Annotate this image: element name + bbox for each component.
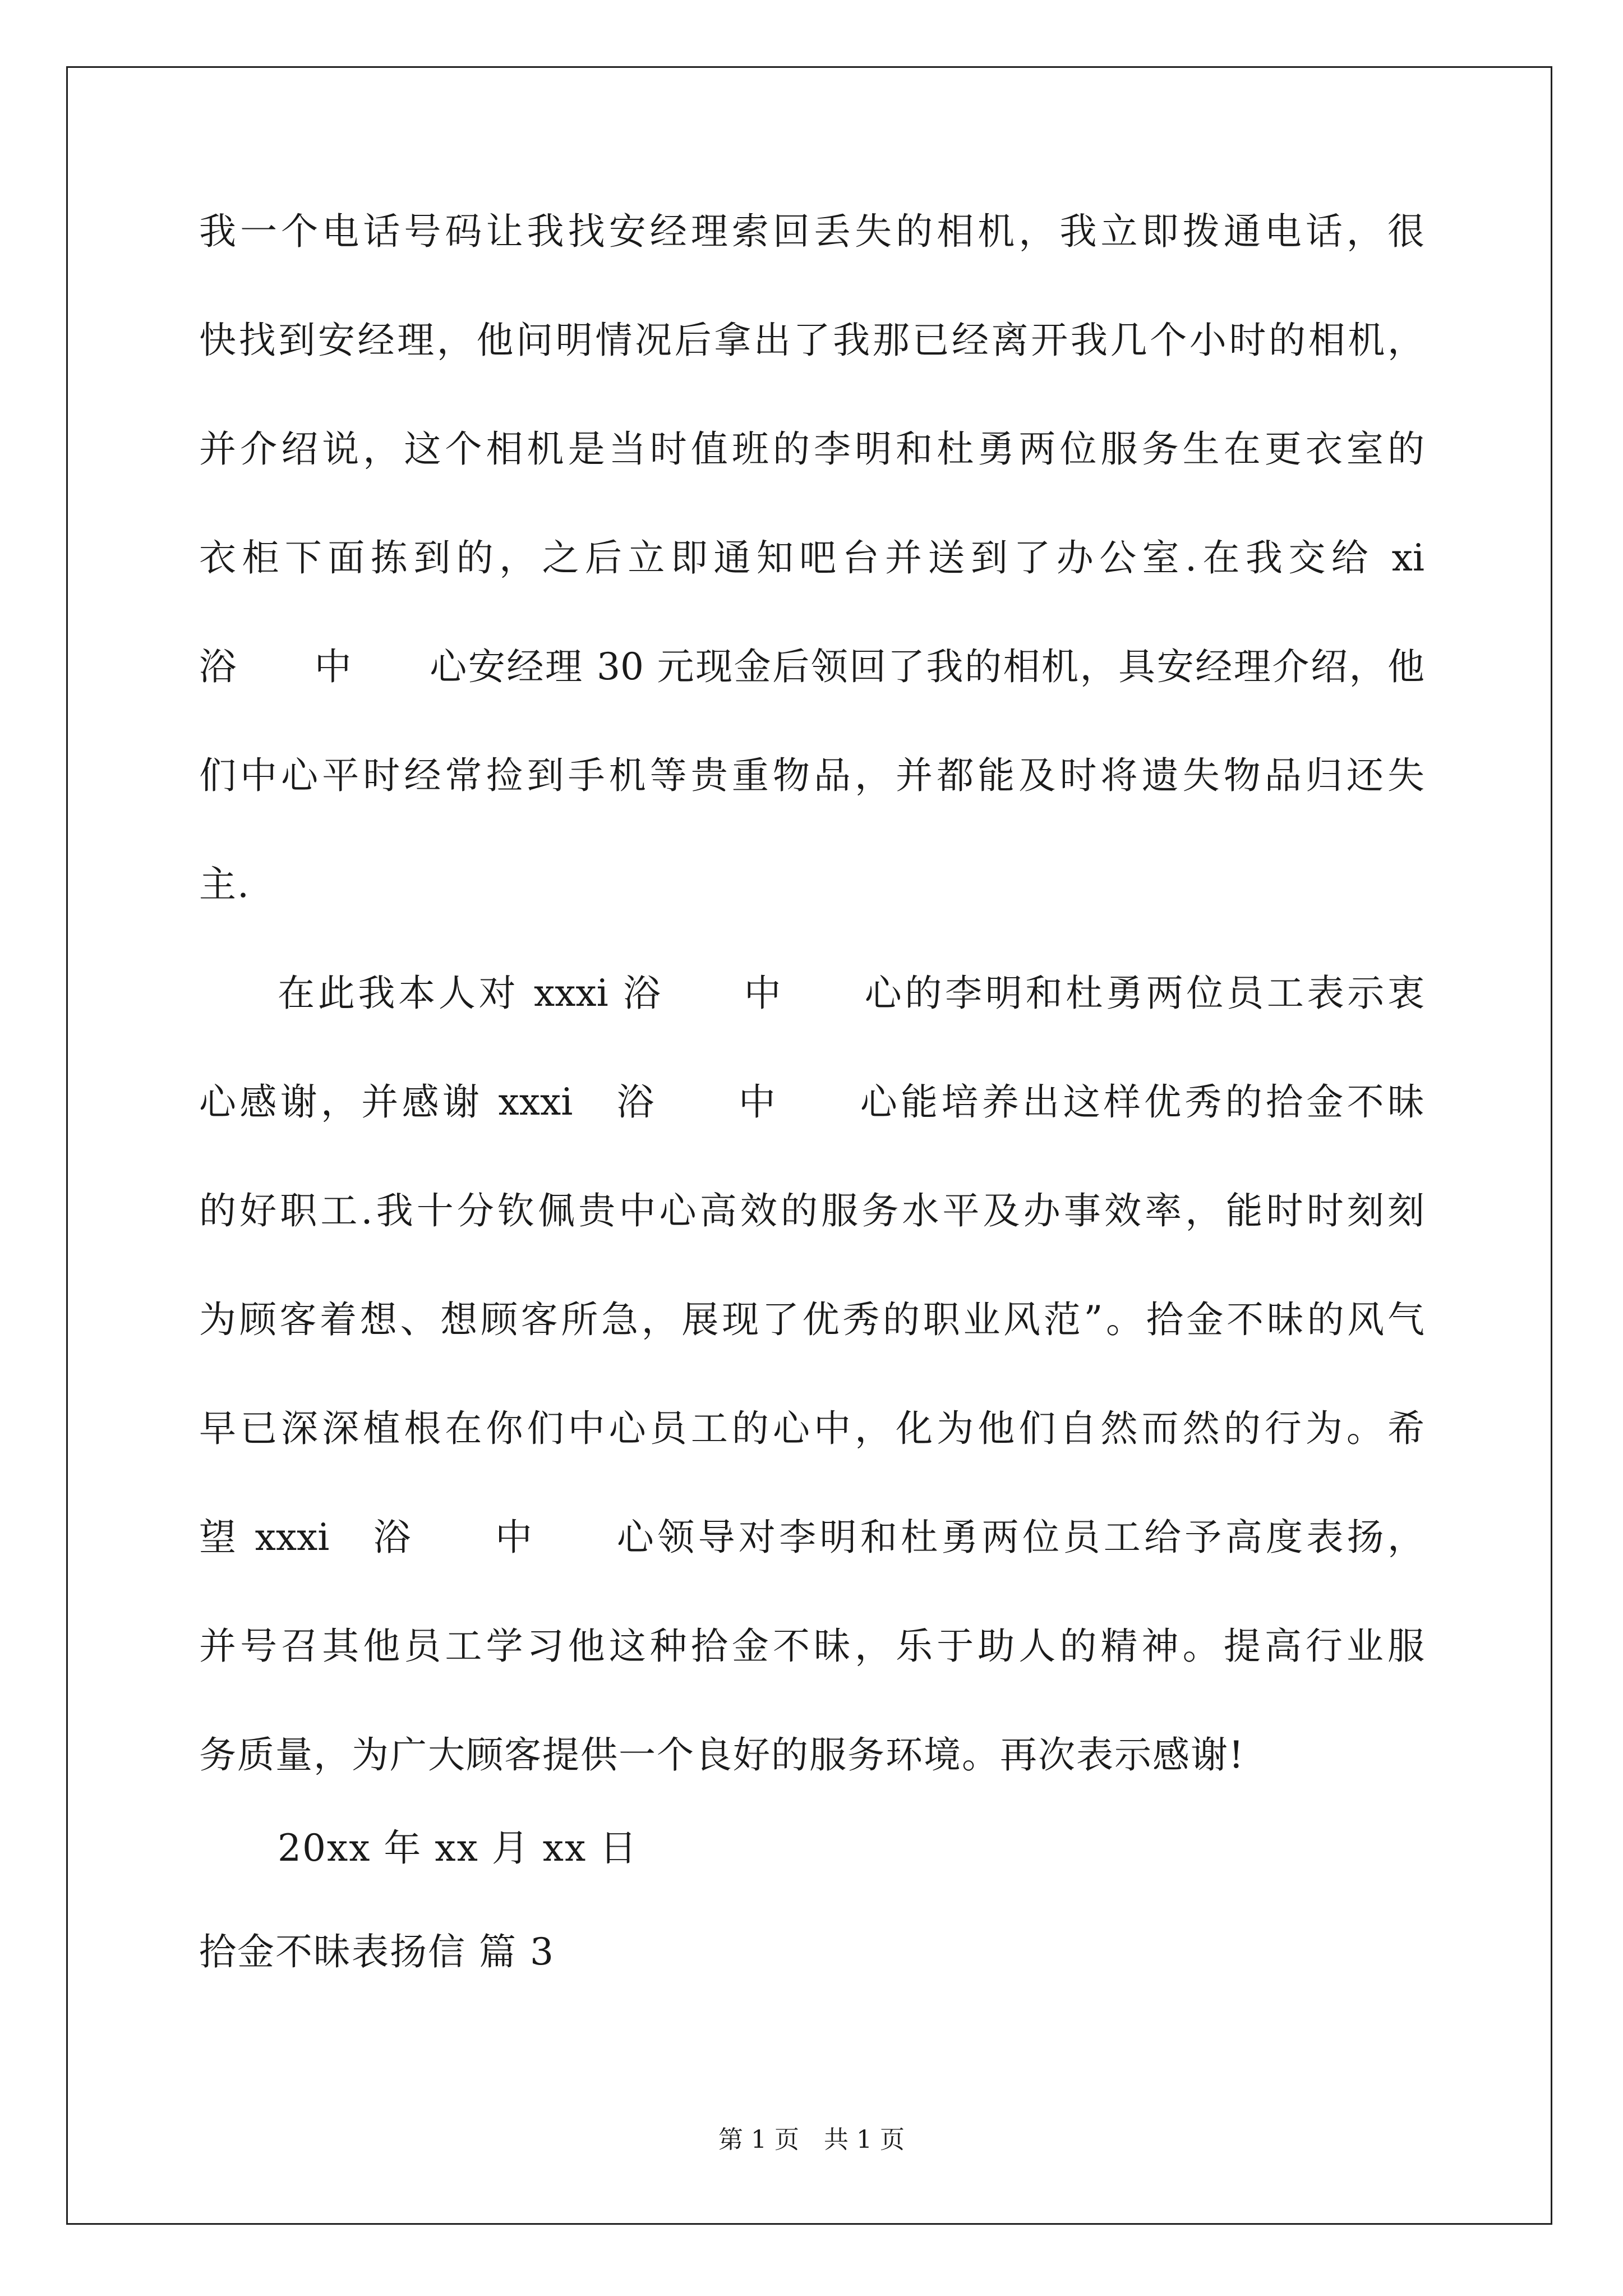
body-text-line-5: 浴 中 心安经理 30 元现金后领回了我的相机，具安经理介绍，他 bbox=[199, 645, 1424, 688]
date-line: 20xx 年 xx 月 xx 日 bbox=[278, 1826, 638, 1870]
body-text-line-13: 望 xxxi 浴 中 心领导对李明和杜勇两位员工给予高度表扬， bbox=[199, 1516, 1424, 1559]
page-number-footer: 第 1 页 共 1 页 bbox=[718, 2125, 905, 2154]
body-text-line-12: 早已深深植根在你们中心员工的心中，化为他们自然而然的行为。希 bbox=[199, 1407, 1424, 1450]
body-text-line-11: 为顾客着想、想顾客所急，展现了优秀的职业风范”。拾金不昧的风气 bbox=[199, 1298, 1424, 1341]
page-border bbox=[66, 66, 1552, 2225]
body-text-line-8: 在此我本人对 xxxi 浴 中 心的李明和杜勇两位员工表示衷 bbox=[278, 972, 1424, 1015]
section-heading: 拾金不昧表扬信 篇 3 bbox=[199, 1930, 555, 1973]
body-text-line-6: 们中心平时经常捡到手机等贵重物品，并都能及时将遗失物品归还失 bbox=[199, 754, 1424, 797]
body-text-line-3: 并介绍说，这个相机是当时值班的李明和杜勇两位服务生在更衣室的 bbox=[199, 427, 1424, 471]
body-text-line-7: 主. bbox=[199, 863, 250, 906]
body-text-line-10: 的好职工.我十分钦佩贵中心高效的服务水平及办事效率，能时时刻刻 bbox=[199, 1189, 1424, 1232]
body-text-line-4: 衣柜下面拣到的，之后立即通知吧台并送到了办公室.在我交给 xi bbox=[199, 536, 1424, 579]
body-text-line-15: 务质量，为广大顾客提供一个良好的服务环境。再次表示感谢! bbox=[199, 1733, 1245, 1777]
body-text-line-9: 心感谢，并感谢 xxxi 浴 中 心能培养出这样优秀的拾金不昧 bbox=[199, 1080, 1424, 1124]
body-text-line-1: 我一个电话号码让我找安经理索回丢失的相机，我立即拨通电话，很 bbox=[199, 210, 1424, 253]
body-text-line-2: 快找到安经理，他问明情况后拿出了我那已经离开我几个小时的相机， bbox=[199, 319, 1424, 362]
body-text-line-14: 并号召其他员工学习他这种拾金不昧，乐于助人的精神。提高行业服 bbox=[199, 1625, 1424, 1668]
